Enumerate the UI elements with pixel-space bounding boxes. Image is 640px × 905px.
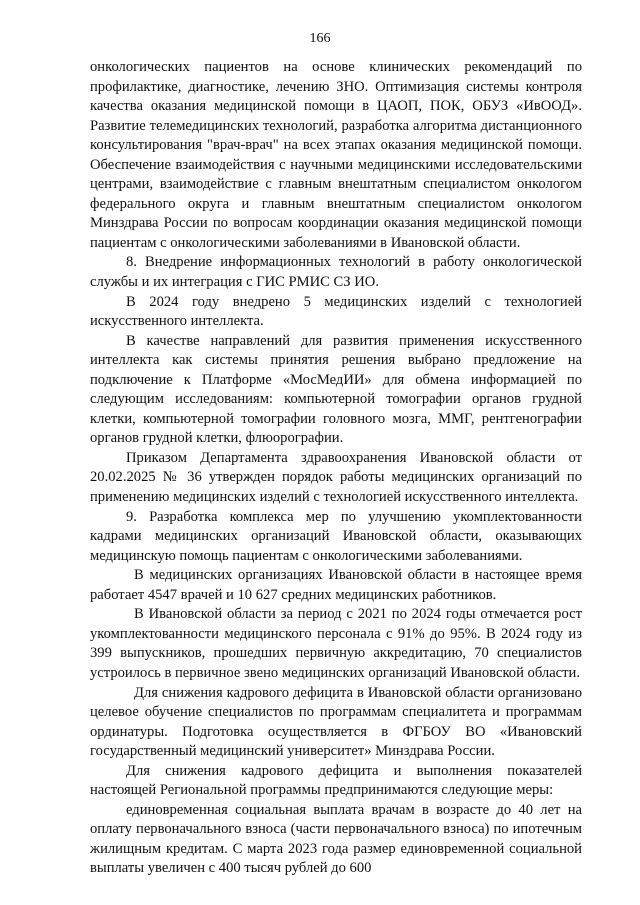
- paragraph: В 2024 году внедрено 5 медицинских изделий с технологией искусственного интеллекта.: [90, 293, 582, 330]
- paragraph: В медицинских организациях Ивановской области в настоящее время работает 4547 врачей и 10 627 средних медицинских работников.: [90, 567, 582, 603]
- paragraph: онкологических пациентов на основе клинических рекомендаций по профилактике, диагностике, лечению ЗНО. Оптимизация системы контроля качества оказания медицинской помощи в ЦАОП, ПОК, ОБУЗ «ИвООД». Развитие телемедицинских технологий, разработка алгоритма дистанционного консультирования "врач-врач" на всех этапах оказания медицинской помощи. Обеспечение взаимодействия с научными медицинскими исследовательскими центрами, взаимодействие с главным внештатным специалистом онкологом федерального округа и главным внештатным специалистом онкологом Минздрава России по вопросам координации оказания медицинской помощи пациентам с онкологическими заболеваниями в Ивановской области.: [90, 59, 582, 251]
- paragraph: 8. Внедрение информационных технологий в работу онкологической службы и их интеграция с ГИС РМИС СЗ ИО.: [90, 254, 582, 291]
- paragraph: В качестве направлений для развития применения искусственного интеллекта как системы принятия решения выбрано предложение на подключение к Платформе «МосМедИИ» для обмена информацией по следующим исследованиям: компьютерной томографии органов грудной клетки, компьютерной томографии головного мозга, ММГ, рентгенографии органов грудной клетки, флюорографии.: [90, 332, 582, 447]
- paragraph: Приказом Департамента здравоохранения Ивановской области от 20.02.2025 № 36 утвержден порядок работы медицинских организаций по применению медицинских изделий с технологией искусственного интеллекта.: [90, 449, 582, 506]
- paragraph: Для снижения кадрового дефицита и выполнения показателей настоящей Региональной программы предпринимаются следующие меры:: [90, 762, 582, 799]
- document-body: [90, 58, 582, 879]
- paragraph: 9. Разработка комплекса мер по улучшению укомплектованности кадрами медицинских организаций Ивановской области, оказывающих медицинскую помощь пациентам с онкологическими заболеваниями.: [90, 508, 582, 564]
- page-number: 166: [309, 31, 331, 46]
- paragraph: единовременная социальная выплата врачам в возрасте до 40 лет на оплату первоначального взноса (части первоначального взноса) по ипотечным жилищным кредитам. С марта 2023 года размер единовременной социальной выплаты увеличен с 400 тысяч рублей до 600: [90, 801, 582, 877]
- paragraph: В Ивановской области за период с 2021 по 2024 годы отмечается рост укомплектованности медицинского персонала с 91% до 95%. В 2024 году из 399 выпускников, прошедших первичную аккредитацию, 70 специалистов устроилось в первичное звено медицинских организаций Ивановской области.: [90, 606, 582, 681]
- paragraph: Для снижения кадрового дефицита в Ивановской области организовано целевое обучение специалистов по программам специалитета и программам ординатуры. Подготовка осуществляется в ФГБОУ ВО «Ивановский государственный медицинский университет» Минздрава России.: [90, 684, 582, 760]
